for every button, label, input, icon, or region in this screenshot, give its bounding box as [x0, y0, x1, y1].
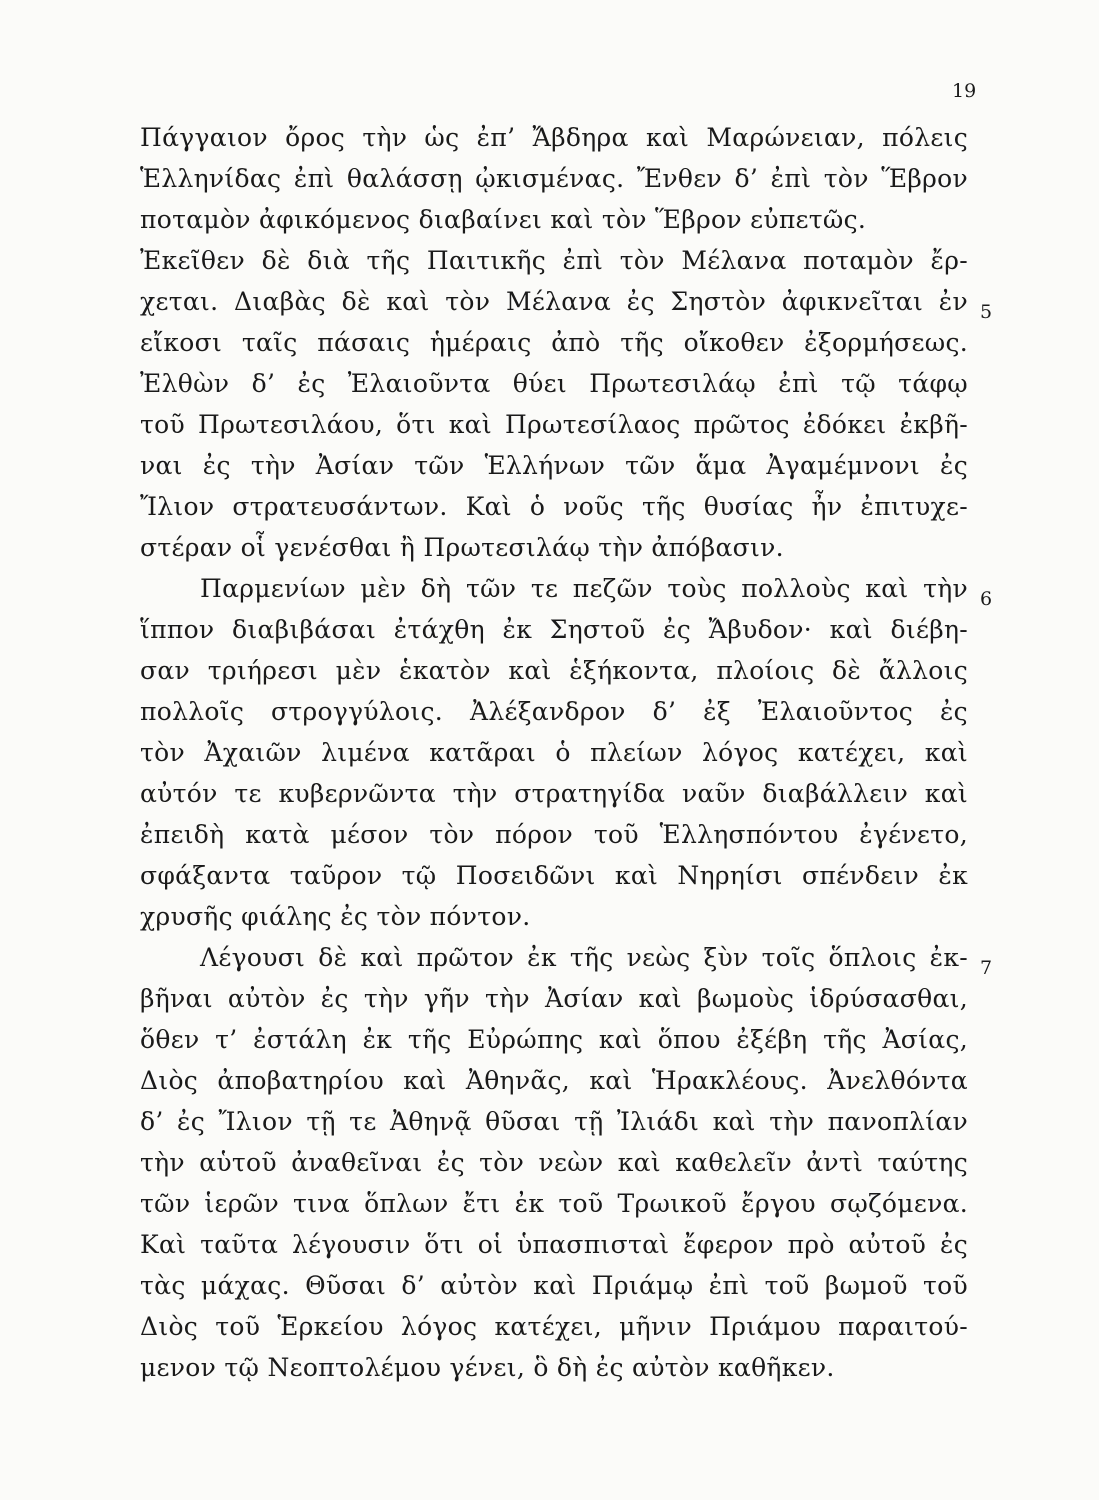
text-line: Καὶ ταῦτα λέγουσιν ὅτι οἱ ὑπασπισταὶ ἔφερον πρὸ αὐτοῦ ἐς	[140, 1230, 968, 1259]
text-line: ἐπειδὴ κατὰ μέσον τὸν πόρον τοῦ Ἑλλησπόντου ἐγένετο,	[140, 820, 968, 849]
text-line: Λέγουσι δὲ καὶ πρῶτον ἐκ τῆς νεὼς ξὺν τοῖς ὅπλοις ἐκ-	[200, 943, 968, 972]
text-line: τῶν ἱερῶν τινα ὅπλων ἔτι ἐκ τοῦ Τρωικοῦ ἔργου σῳζόμενα.	[140, 1189, 968, 1218]
text-line: ποταμὸν ἀφικόμενος διαβαίνει καὶ τὸν Ἕβρον εὐπετῶς.	[140, 205, 867, 234]
text-line: ναι ἐς τὴν Ἀσίαν τῶν Ἑλλήνων τῶν ἅμα Ἀγαμέμνονι ἐς	[140, 451, 968, 480]
text-line: Παρμενίων μὲν δὴ τῶν τε πεζῶν τοὺς πολλοὺς καὶ τὴν	[200, 574, 968, 603]
text-line: στέραν οἷ γενέσθαι ἢ Πρωτεσιλάῳ τὴν ἀπόβασιν.	[140, 533, 784, 562]
text-line: βῆναι αὐτὸν ἐς τὴν γῆν τὴν Ἀσίαν καὶ βωμοὺς ἱδρύσασθαι,	[140, 984, 968, 1013]
text-line: χεται. Διαβὰς δὲ καὶ τὸν Μέλανα ἐς Σηστὸν ἀφικνεῖται ἐν	[140, 287, 968, 316]
text-line: Ἑλληνίδας ἐπὶ θαλάσσῃ ᾠκισμένας. Ἔνθεν δ’ ἐπὶ τὸν Ἕβρον	[140, 164, 968, 193]
text-line: Πάγγαιον ὄρος τὴν ὡς ἐπ’ Ἄβδηρα καὶ Μαρώνειαν, πόλεις	[140, 123, 968, 152]
text-line: τὸν Ἀχαιῶν λιμένα κατᾶραι ὁ πλείων λόγος κατέχει, καὶ	[140, 738, 968, 767]
text-line: Ἐλθὼν δ’ ἐς Ἐλαιοῦντα θύει Πρωτεσιλάῳ ἐπὶ τῷ τάφῳ	[140, 369, 968, 398]
text-line: πολλοῖς στρογγύλοις. Ἀλέξανδρον δ’ ἐξ Ἐλαιοῦντος ἐς	[140, 697, 968, 726]
text-line: μενον τῷ Νεοπτολέμου γένει, ὃ δὴ ἐς αὐτὸν καθῆκεν.	[140, 1353, 835, 1382]
text-line: δ’ ἐς Ἴλιον τῇ τε Ἀθηνᾷ θῦσαι τῇ Ἰλιάδι καὶ τὴν πανοπλίαν	[140, 1107, 968, 1136]
section-number: 7	[980, 957, 993, 979]
text-line: σφάξαντα ταῦρον τῷ Ποσειδῶνι καὶ Νηρηίσι σπένδειν ἐκ	[140, 861, 968, 890]
text-line: Ἴλιον στρατευσάντων. Καὶ ὁ νοῦς τῆς θυσίας ἦν ἐπιτυχε-	[140, 492, 968, 521]
text-line: σαν τριήρεσι μὲν ἑκατὸν καὶ ἑξήκοντα, πλοίοις δὲ ἄλλοις	[140, 656, 968, 685]
text-line: τὴν αὑτοῦ ἀναθεῖναι ἐς τὸν νεὼν καὶ καθελεῖν ἀντὶ ταύτης	[140, 1148, 968, 1177]
text-line: εἴκοσι ταῖς πάσαις ἡμέραις ἀπὸ τῆς οἴκοθεν ἐξορμήσεως.	[140, 328, 968, 357]
text-line: χρυσῆς φιάλης ἐς τὸν πόντον.	[140, 902, 531, 931]
page-number: 19	[952, 80, 977, 102]
text-line: ὅθεν τ’ ἐστάλη ἐκ τῆς Εὐρώπης καὶ ὅπου ἐξέβη τῆς Ἀσίας,	[140, 1025, 968, 1054]
text-line: τοῦ Πρωτεσιλάου, ὅτι καὶ Πρωτεσίλαος πρῶτος ἐδόκει ἐκβῆ-	[140, 410, 968, 439]
text-line: Διὸς ἀποβατηρίου καὶ Ἀθηνᾶς, καὶ Ἡρακλέους. Ἀνελθόντα	[140, 1066, 968, 1095]
text-line: αὐτόν τε κυβερνῶντα τὴν στρατηγίδα ναῦν διαβάλλειν καὶ	[140, 779, 968, 808]
text-line: τὰς μάχας. Θῦσαι δ’ αὐτὸν καὶ Πριάμῳ ἐπὶ τοῦ βωμοῦ τοῦ	[140, 1271, 968, 1300]
section-number: 6	[980, 588, 993, 610]
text-line: Διὸς τοῦ Ἑρκείου λόγος κατέχει, μῆνιν Πριάμου παραιτού-	[140, 1312, 968, 1341]
text-line: Ἐκεῖθεν δὲ διὰ τῆς Παιτικῆς ἐπὶ τὸν Μέλανα ποταμὸν ἔρ-	[140, 246, 968, 275]
text-line: ἵππον διαβιβάσαι ἐτάχθη ἐκ Σηστοῦ ἐς Ἄβυδον· καὶ διέβη-	[140, 615, 968, 644]
section-number: 5	[980, 301, 993, 323]
